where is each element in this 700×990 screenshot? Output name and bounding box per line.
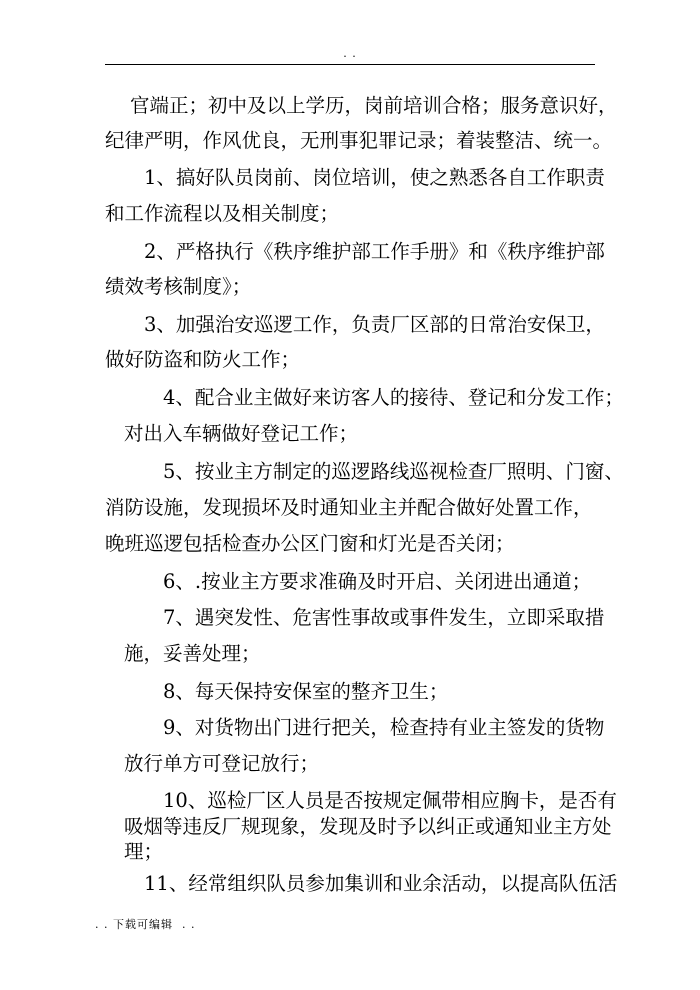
header-mark: . . — [343, 47, 357, 60]
body-line: 1、搞好队员岗前、岗位培训，使之熟悉各自工作职责 — [144, 166, 605, 189]
body-line: 晚班巡逻包括检查办公区门窗和灯光是否关闭； — [105, 532, 515, 555]
body-line: 6、.按业主方要求准确及时开启、关闭进出通道； — [163, 570, 592, 593]
body-line: 放行单方可登记放行； — [124, 752, 320, 775]
body-line: 5、按业主方制定的巡逻路线巡视检查厂照明、门窗、 — [163, 460, 624, 483]
body-line: 3、加强治安巡逻工作，负责厂区部的日常治安保卫， — [144, 313, 605, 336]
body-line: 对出入车辆做好登记工作； — [124, 422, 359, 445]
body-line: 2、严格执行《秩序维护部工作手册》和《秩序维护部 — [144, 240, 605, 263]
body-line: 10、巡检厂区人员是否按规定佩带相应胸卡，是否有 — [163, 789, 617, 812]
body-line: 纪律严明，作风优良，无刑事犯罪记录；着装整洁、统一。 — [105, 129, 613, 152]
body-line: 9、对货物出门进行把关，检查持有业主签发的货物 — [163, 716, 605, 739]
body-line: 8、每天保持安保室的整齐卫生； — [163, 680, 449, 703]
body-line: 11、经常组织队员参加集训和业余活动，以提高队伍活 — [144, 872, 618, 895]
body-line: 和工作流程以及相关制度； — [105, 202, 340, 225]
body-line: 做好防盗和防火工作； — [105, 348, 301, 371]
body-line: 4、配合业主做好来访客人的接待、登记和分发工作； — [163, 386, 624, 409]
header-rule — [105, 64, 595, 65]
body-line: 理； — [124, 840, 164, 863]
footer-note: . . 下载可编辑 . . — [95, 918, 196, 931]
body-line: 施，妥善处理； — [124, 642, 261, 665]
body-line: 7、遇突发性、危害性事故或事件发生，立即采取措 — [163, 606, 605, 629]
body-line: 消防设施，发现损坏及时通知业主并配合做好处置工作， — [105, 496, 593, 519]
body-line: 绩效考核制度》； — [105, 275, 252, 298]
body-line: 官端正；初中及以上学历，岗前培训合格；服务意识好， — [130, 94, 618, 117]
body-line: 吸烟等违反厂规现象，发现及时予以纠正或通知业主方处 — [124, 815, 612, 838]
